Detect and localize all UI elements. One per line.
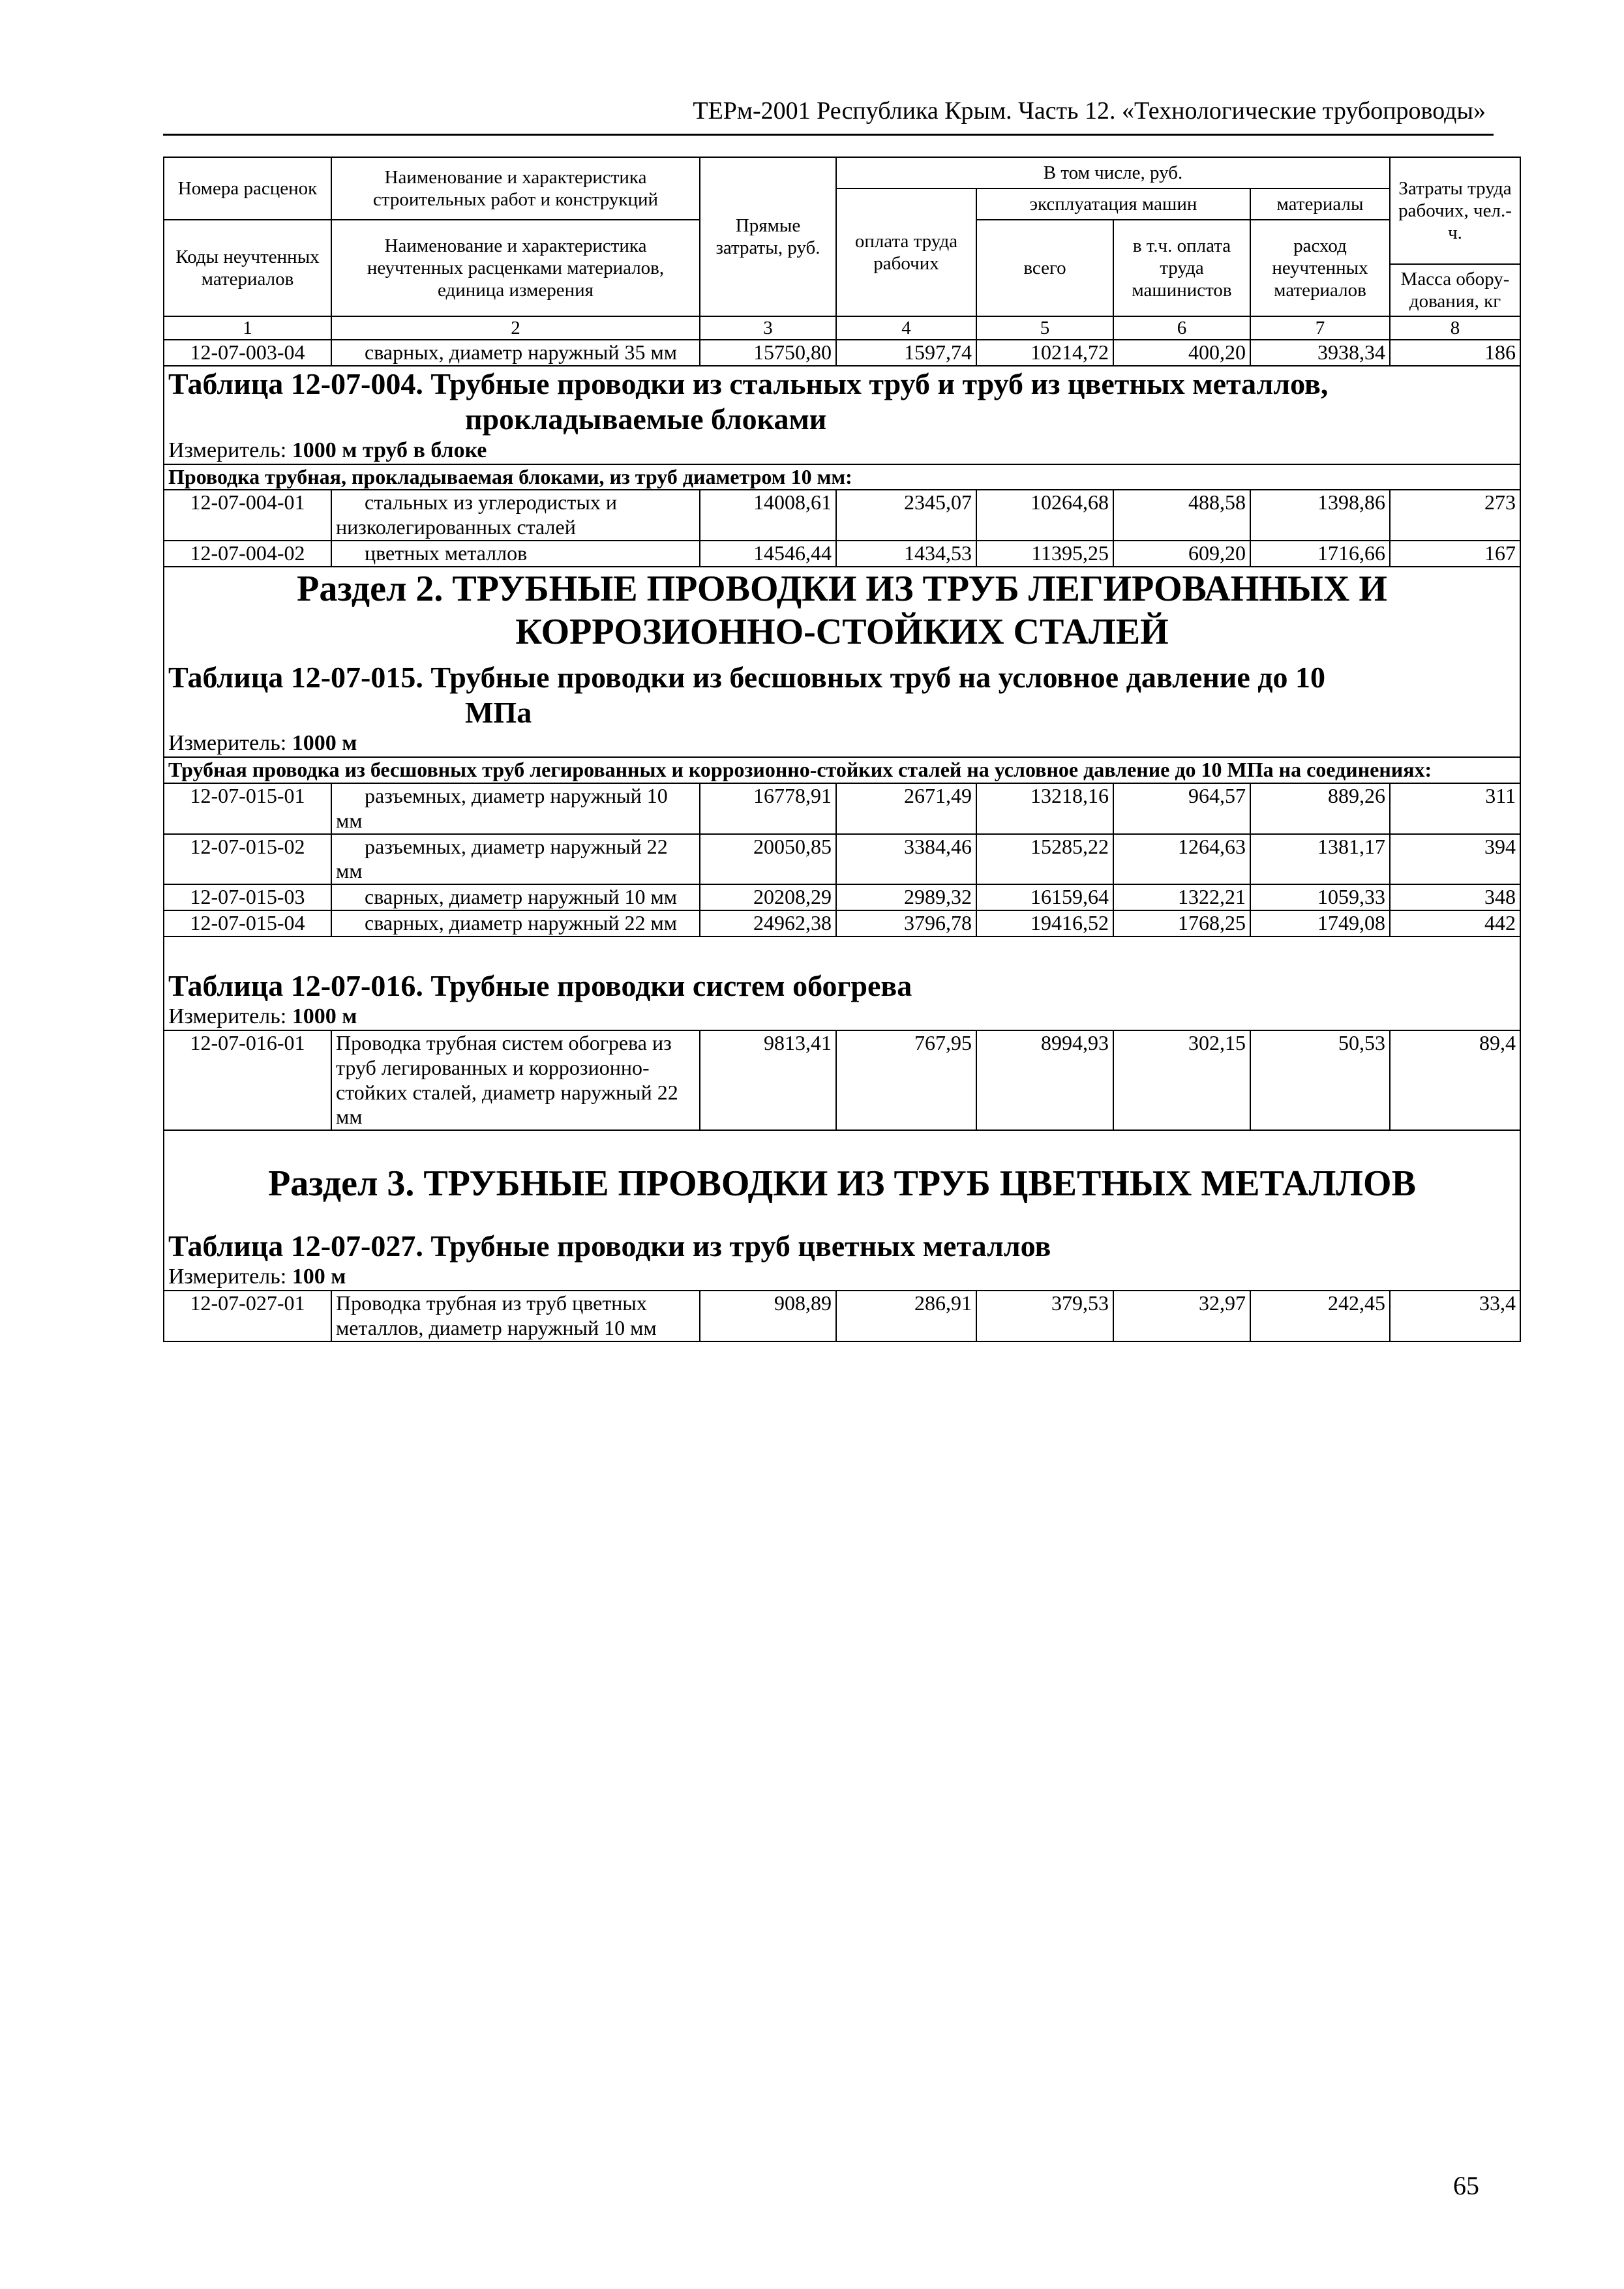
rate-code: 12-07-016-01 [164, 1030, 331, 1130]
measure-unit [164, 438, 1520, 464]
col-header-material-codes: Коды неучтенных материалов [164, 220, 331, 316]
direct-costs: 14546,44 [700, 541, 836, 567]
section-heading-line: Раздел 3. ТРУБНЫЕ ПРОВОДКИ ИЗ ТРУБ ЦВЕТНЫХ МЕТАЛЛОВ [268, 1163, 1416, 1204]
col-header-direct-costs: Прямые затраты, руб. [700, 157, 836, 316]
rate-code: 12-07-015-02 [164, 834, 331, 885]
table-row [164, 541, 1520, 567]
machines-total: 19416,52 [976, 910, 1113, 936]
labor-costs: 348 [1390, 884, 1520, 910]
machines-total: 10264,68 [976, 490, 1113, 541]
table-title-text: Таблица 12-07-015. Трубные проводки из бесшовных труб на условное давление до 10 [168, 660, 1326, 694]
rate-name: разъемных, диаметр наружный 10 мм [331, 783, 700, 834]
rate-code: 12-07-015-04 [164, 910, 331, 936]
measure-unit [164, 1264, 1520, 1291]
col-header-material-name: Наименование и характеристика неучтенных расценками материалов, единица измерения [331, 220, 700, 316]
col-number: 1 [164, 316, 331, 340]
section-heading [164, 1130, 1520, 1218]
col-number: 2 [331, 316, 700, 340]
worker-pay: 3796,78 [836, 910, 976, 936]
machines-total: 13218,16 [976, 783, 1113, 834]
table-title [164, 366, 1520, 438]
machines-total: 16159,64 [976, 884, 1113, 910]
col-header-machines: эксплуатация машин [976, 188, 1250, 220]
operator-pay: 302,15 [1113, 1030, 1250, 1130]
table-row [164, 884, 1520, 910]
rate-name: сварных, диаметр наружный 10 мм [331, 884, 700, 910]
worker-pay: 286,91 [836, 1291, 976, 1341]
table-title-text: Таблица 12-07-004. Трубные проводки из стальных труб и труб из цветных металлов, [168, 367, 1329, 400]
materials: 1381,17 [1250, 834, 1390, 885]
direct-costs: 20050,85 [700, 834, 836, 885]
col-number: 7 [1250, 316, 1390, 340]
operator-pay: 964,57 [1113, 783, 1250, 834]
running-header [163, 93, 1494, 136]
materials: 3938,34 [1250, 340, 1390, 366]
rate-code: 12-07-015-03 [164, 884, 331, 910]
section-heading-line: Раздел 2. ТРУБНЫЕ ПРОВОДКИ ИЗ ТРУБ ЛЕГИРОВАННЫХ И [297, 568, 1387, 609]
measure-label: Измеритель: [168, 438, 287, 462]
materials: 242,45 [1250, 1291, 1390, 1341]
table-row [164, 340, 1520, 366]
col-header-material-use: расход неучтенных материалов [1250, 220, 1390, 316]
rate-code: 12-07-015-01 [164, 783, 331, 834]
measure-value: 1000 м труб в блоке [292, 438, 487, 462]
measure-unit [164, 730, 1520, 757]
labor-costs: 394 [1390, 834, 1520, 885]
table-title-tail: МПа [465, 696, 532, 730]
col-header-including: В том числе, руб. [836, 157, 1390, 188]
labor-costs: 33,4 [1390, 1291, 1520, 1341]
col-number: 6 [1113, 316, 1250, 340]
rate-code: 12-07-003-04 [164, 340, 331, 366]
col-header-work-name: Наименование и характеристика строительных работ и конструкций [331, 157, 700, 220]
table-title-tail: прокладываемые блоками [465, 402, 827, 436]
rate-code: 12-07-027-01 [164, 1291, 331, 1341]
measure-value: 1000 м [292, 731, 357, 756]
materials: 50,53 [1250, 1030, 1390, 1130]
section-heading-line: КОРРОЗИОННО-СТОЙКИХ СТАЛЕЙ [515, 611, 1169, 652]
table-title [164, 936, 1520, 1004]
machines-total: 15285,22 [976, 834, 1113, 885]
rate-code: 12-07-004-02 [164, 541, 331, 567]
labor-costs: 186 [1390, 340, 1520, 366]
table-title-text: Таблица 12-07-027. Трубные проводки из труб цветных металлов [168, 1229, 1051, 1263]
operator-pay: 609,20 [1113, 541, 1250, 567]
operator-pay: 1768,25 [1113, 910, 1250, 936]
materials: 1749,08 [1250, 910, 1390, 936]
col-header-operator-pay: в т.ч. оплата труда машинистов [1113, 220, 1250, 316]
labor-costs: 442 [1390, 910, 1520, 936]
direct-costs: 20208,29 [700, 884, 836, 910]
table-title-text: Таблица 12-07-016. Трубные проводки систем обогрева [168, 968, 912, 1002]
group-heading: Проводка трубная, прокладываемая блоками, из труб диаметром 10 мм: [164, 464, 1520, 490]
labor-costs: 311 [1390, 783, 1520, 834]
worker-pay: 2345,07 [836, 490, 976, 541]
direct-costs: 908,89 [700, 1291, 836, 1341]
table-title [164, 1218, 1520, 1264]
labor-costs: 167 [1390, 541, 1520, 567]
col-header-equipment-mass: Масса обору-дования, кг [1390, 264, 1520, 316]
labor-costs: 89,4 [1390, 1030, 1520, 1130]
measure-value: 1000 м [292, 1004, 357, 1028]
labor-costs: 273 [1390, 490, 1520, 541]
direct-costs: 14008,61 [700, 490, 836, 541]
machines-total: 10214,72 [976, 340, 1113, 366]
running-title: ТЕРм-2001 Республика Крым. Часть 12. «Технологические трубопроводы» [693, 97, 1486, 125]
worker-pay: 2671,49 [836, 783, 976, 834]
rate-name: стальных из углеродистых и низколегированных сталей [331, 490, 700, 541]
col-header-machines-total: всего [976, 220, 1113, 316]
rate-name: Проводка трубная систем обогрева из труб легированных и коррозионно-стойких сталей, диаметр наружный 22 мм [331, 1030, 700, 1130]
operator-pay: 1264,63 [1113, 834, 1250, 885]
table-row [164, 1291, 1520, 1341]
table-row [164, 910, 1520, 936]
materials: 1716,66 [1250, 541, 1390, 567]
table-row [164, 834, 1520, 885]
materials: 1398,86 [1250, 490, 1390, 541]
section-heading [164, 567, 1520, 653]
rate-name: разъемных, диаметр наружный 22 мм [331, 834, 700, 885]
direct-costs: 16778,91 [700, 783, 836, 834]
operator-pay: 1322,21 [1113, 884, 1250, 910]
rate-name: сварных, диаметр наружный 35 мм [331, 340, 700, 366]
measure-label: Измеритель: [168, 1004, 287, 1028]
operator-pay: 400,20 [1113, 340, 1250, 366]
col-header-worker-pay: оплата труда рабочих [836, 188, 976, 316]
table-title [164, 653, 1520, 731]
col-header-materials: материалы [1250, 188, 1390, 220]
machines-total: 379,53 [976, 1291, 1113, 1341]
operator-pay: 488,58 [1113, 490, 1250, 541]
rate-name: цветных металлов [331, 541, 700, 567]
measure-label: Измеритель: [168, 1264, 287, 1289]
machines-total: 8994,93 [976, 1030, 1113, 1130]
page-number: 65 [1453, 2171, 1479, 2200]
group-heading: Трубная проводка из бесшовных труб легированных и коррозионно-стойких сталей на условное давление до 10 МПа на соединениях: [164, 757, 1520, 783]
worker-pay: 3384,46 [836, 834, 976, 885]
materials: 1059,33 [1250, 884, 1390, 910]
measure-label: Измеритель: [168, 731, 287, 756]
col-number: 3 [700, 316, 836, 340]
worker-pay: 1597,74 [836, 340, 976, 366]
col-number: 4 [836, 316, 976, 340]
col-header-labor: Затраты труда рабочих, чел.-ч. [1390, 157, 1520, 264]
direct-costs: 15750,80 [700, 340, 836, 366]
worker-pay: 767,95 [836, 1030, 976, 1130]
rate-name: сварных, диаметр наружный 22 мм [331, 910, 700, 936]
machines-total: 11395,25 [976, 541, 1113, 567]
col-number: 8 [1390, 316, 1520, 340]
rates-table [163, 157, 1521, 1342]
measure-unit [164, 1004, 1520, 1030]
worker-pay: 2989,32 [836, 884, 976, 910]
table-row [164, 490, 1520, 541]
materials: 889,26 [1250, 783, 1390, 834]
col-number: 5 [976, 316, 1113, 340]
rate-name: Проводка трубная из труб цветных металлов, диаметр наружный 10 мм [331, 1291, 700, 1341]
worker-pay: 1434,53 [836, 541, 976, 567]
direct-costs: 9813,41 [700, 1030, 836, 1130]
col-header-rate-numbers: Номера расценок [164, 157, 331, 220]
measure-value: 100 м [292, 1264, 346, 1289]
operator-pay: 32,97 [1113, 1291, 1250, 1341]
table-row [164, 1030, 1520, 1130]
direct-costs: 24962,38 [700, 910, 836, 936]
table-row [164, 783, 1520, 834]
rate-code: 12-07-004-01 [164, 490, 331, 541]
